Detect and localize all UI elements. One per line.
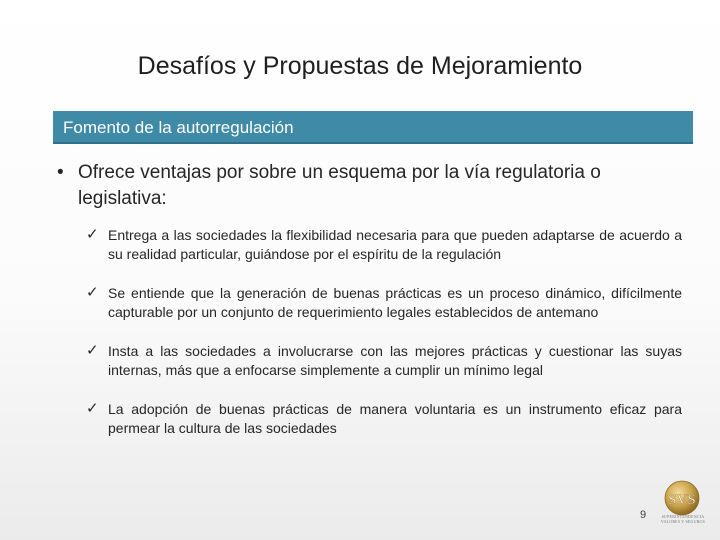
list-item xyxy=(86,342,682,380)
main-bullet xyxy=(57,160,687,212)
list-item xyxy=(86,226,682,264)
section-header-text: Fomento de la autorregulación xyxy=(63,118,294,137)
list-item-text: Insta a las sociedades a involucrarse con las mejores prácticas y cuestionar las suyas internas, más que a enfocarse simplemente a cumplir un mínimo legal xyxy=(108,343,682,378)
main-bullet-text: Ofrece ventajas por sobre un esquema por la vía regulatoria o legislativa: xyxy=(78,162,601,209)
checkmark-icon: ✓ xyxy=(86,341,99,359)
checkmark-icon: ✓ xyxy=(86,225,99,243)
logo-text: SVS xyxy=(668,492,696,508)
checkmark-icon: ✓ xyxy=(86,399,99,417)
list-item xyxy=(86,284,682,322)
page-number: 9 xyxy=(640,509,647,521)
svs-logo xyxy=(652,478,712,538)
list-item xyxy=(86,400,682,438)
list-item-text: La adopción de buenas prácticas de manera voluntaria es un instrumento eficaz para permear la cultura de las sociedades xyxy=(108,401,682,436)
list-item-text: Se entiende que la generación de buenas prácticas es un proceso dinámico, difícilmente capturable por un conjunto de requerimiento legales establecidos de antemano xyxy=(108,285,682,320)
section-header-bar xyxy=(53,111,693,144)
bullet-dot-icon: • xyxy=(57,162,64,183)
sub-bullet-list xyxy=(86,226,682,458)
list-item-text: Entrega a las sociedades la flexibilidad necesaria para que pueden adaptarse de acuerdo a su realidad particular, guiándose por el espíritu de la regulación xyxy=(108,227,682,262)
logo-caption: SUPERINTENDENCIA VALORES Y SEGUROS xyxy=(660,514,706,524)
slide-title: Desafíos y Propuestas de Mejoramiento xyxy=(137,52,583,80)
checkmark-icon: ✓ xyxy=(86,283,99,301)
